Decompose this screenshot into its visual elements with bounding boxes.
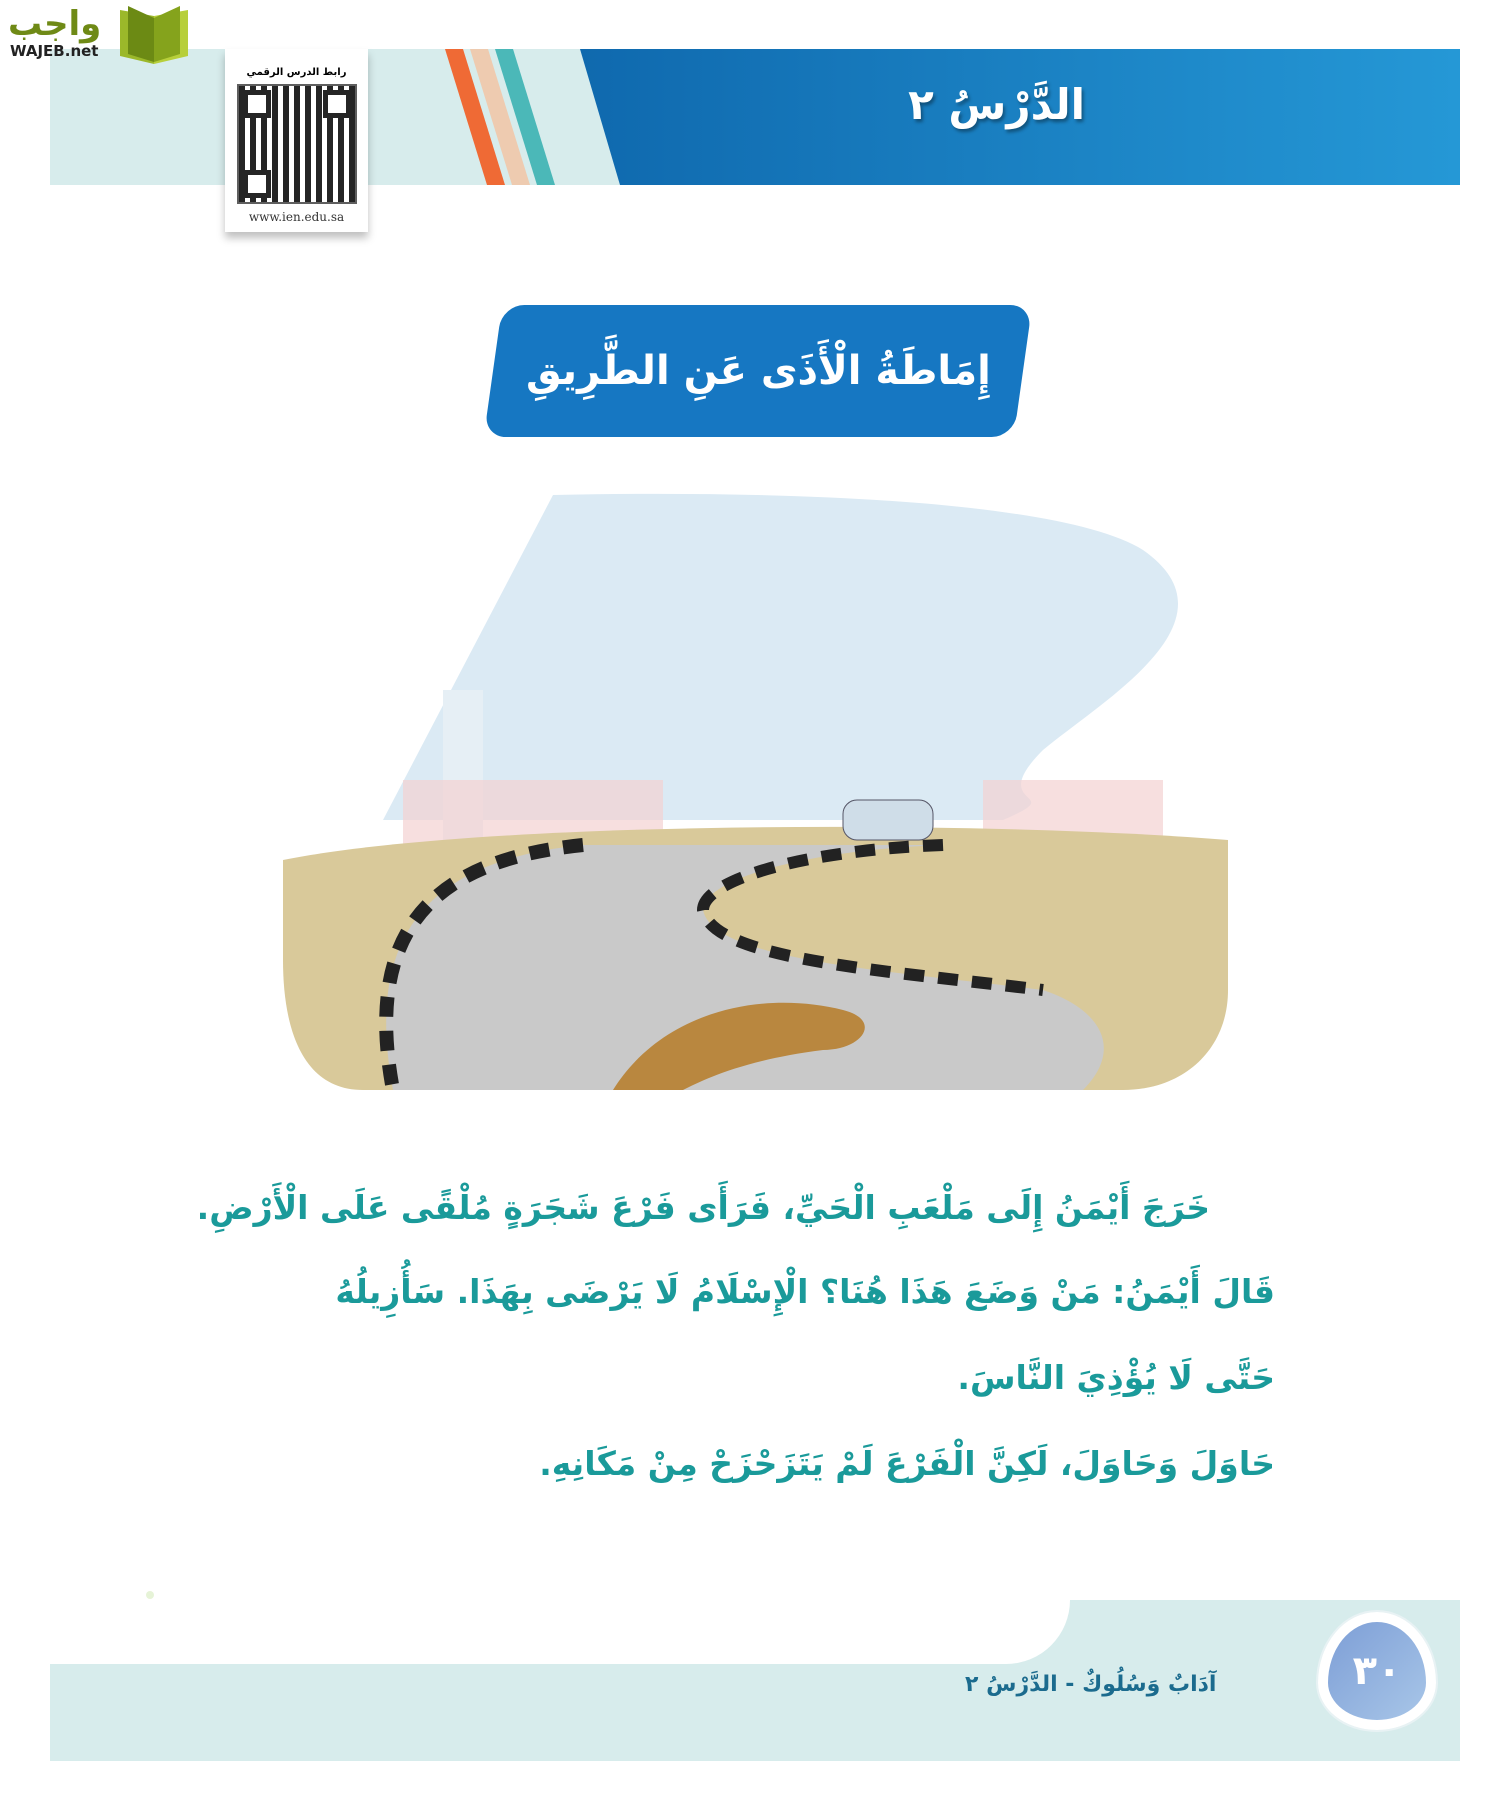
book-icon: [118, 6, 190, 64]
logo-arabic: واجب: [8, 4, 102, 44]
topic-title: إِمَاطَةُ الْأَذَى عَنِ الطَّرِيقِ: [525, 348, 991, 394]
car: [843, 800, 933, 840]
story-line-2: قَالَ أَيْمَنُ: مَنْ وَضَعَ هَذَا هُنَا؟ الْإِسْلَامُ لَا يَرْضَى بِهَذَا. سَأُزِيلُهُ: [335, 1272, 1275, 1311]
footer-title: آدَابٌ وَسُلُوكٌ - الدَّرْسُ ٢: [965, 1672, 1217, 1697]
lesson-label: الدَّرْسُ ٢: [908, 80, 1085, 129]
footer-band: [50, 1661, 1460, 1761]
logo-latin: WAJEB.net: [10, 42, 99, 60]
story-line-1: خَرَجَ أَيْمَنُ إِلَى مَلْعَبِ الْحَيِّ، فَرَأَى فَرْعَ شَجَرَةٍ مُلْقًى عَلَى الْأَرْضِ.: [196, 1188, 1210, 1227]
wajeb-logo: [8, 4, 193, 64]
qr-card[interactable]: [225, 49, 368, 232]
page-number: ٣٠: [1318, 1612, 1436, 1730]
qr-code[interactable]: [237, 84, 357, 204]
qr-caption: رابط الدرس الرقمي: [246, 67, 347, 78]
story-line-4: حَاوَلَ وَحَاوَلَ، لَكِنَّ الْفَرْعَ لَمْ يَتَزَحْزَحْ مِنْ مَكَانِهِ.: [539, 1444, 1275, 1483]
footer-wave-mask: [50, 1600, 1070, 1664]
topic-title-banner: [484, 305, 1033, 437]
story-line-3: حَتَّى لَا يُؤْذِيَ النَّاسَ.: [957, 1358, 1275, 1397]
road-branch-illustration: [283, 490, 1228, 1090]
sky-cloud: [383, 494, 1178, 820]
qr-url[interactable]: www.ien.edu.sa: [248, 210, 345, 224]
